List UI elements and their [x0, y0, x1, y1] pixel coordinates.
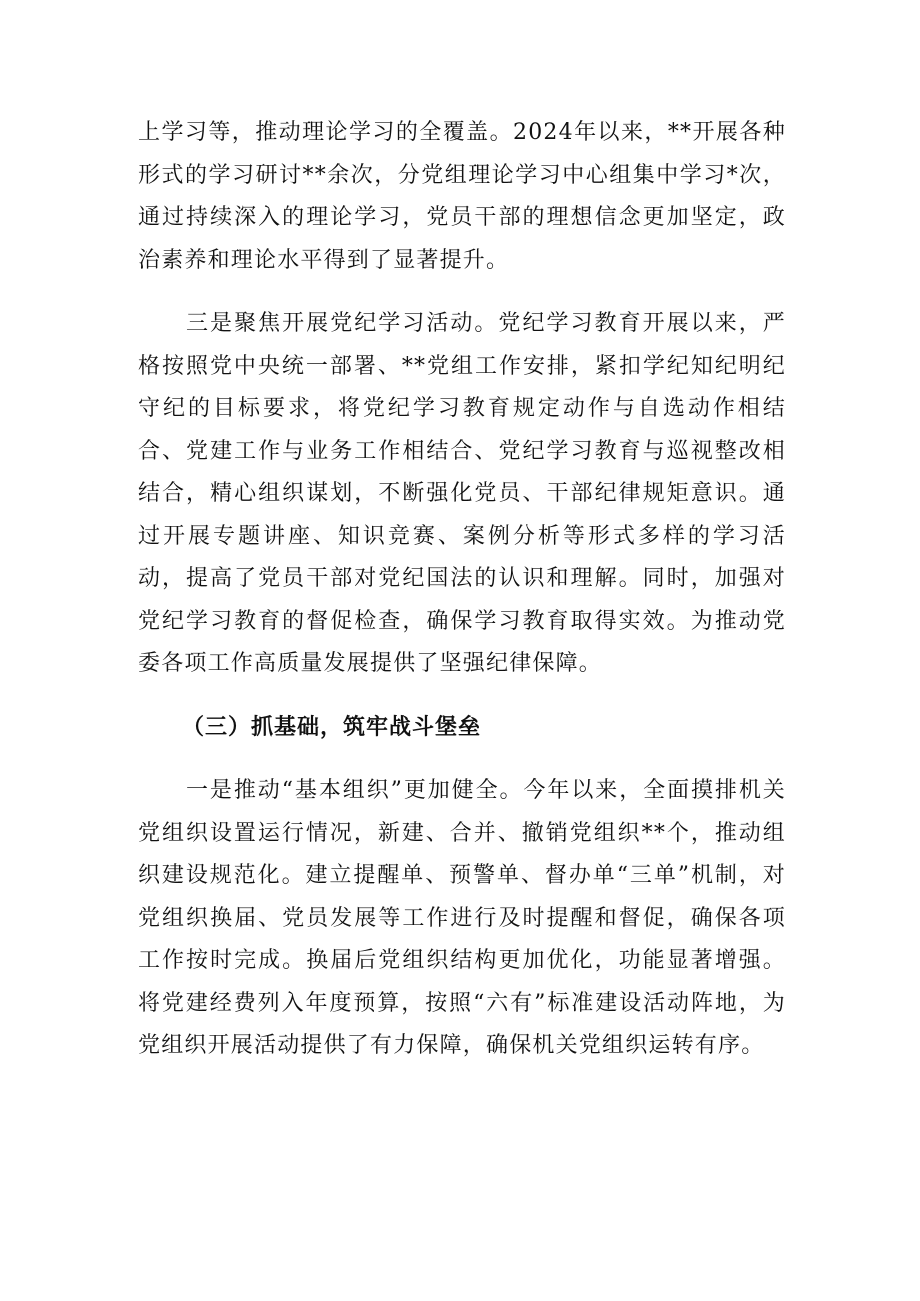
paragraph-theory-study-continuation: 上学习等，推动理论学习的全覆盖。2024年以来，**开展各种形式的学习研讨**余次，分党组理论学习中心组集中学习*次，通过持续深入的理论学习，党员干部的理想信念更加坚定，政治素养和理论水平得到了显著提升。: [138, 120, 786, 273]
document-body: [138, 112, 786, 1068]
paragraph-party-discipline-study: 三是聚焦开展党纪学习活动。党纪学习教育开展以来，严格按照党中央统一部署、**党组工作安排，紧扣学纪知纪明纪守纪的目标要求，将党纪学习教育规定动作与自选动作相结合、党建工作与业务工作相结合、党纪学习教育与巡视整改相结合，精心组织谋划，不断强化党员、干部纪律规矩意识。通过开展专题讲座、知识竞赛、案例分析等形式多样的学习活动，提高了党员干部对党纪国法的认识和理解。同时，加强对党纪学习教育的督促检查，确保学习教育取得实效。为推动党委各项工作高质量发展提供了坚强纪律保障。: [138, 311, 786, 676]
paragraph-basic-organization: 一是推动“基本组织”更加健全。今年以来，全面摸排机关党组织设置运行情况，新建、合并、撤销党组织**个，推动组织建设规范化。建立提醒单、预警单、督办单“三单”机制，对党组织换届、党员发展等工作进行及时提醒和督促，确保各项工作按时完成。换届后党组织结构更加优化，功能显著增强。将党建经费列入年度预算，按照“六有”标准建设活动阵地，为党组织开展活动提供了有力保障，确保机关党组织运转有序。: [138, 778, 786, 1058]
section-heading-grassroots: （三）抓基础，筑牢战斗堡垒: [182, 714, 482, 740]
